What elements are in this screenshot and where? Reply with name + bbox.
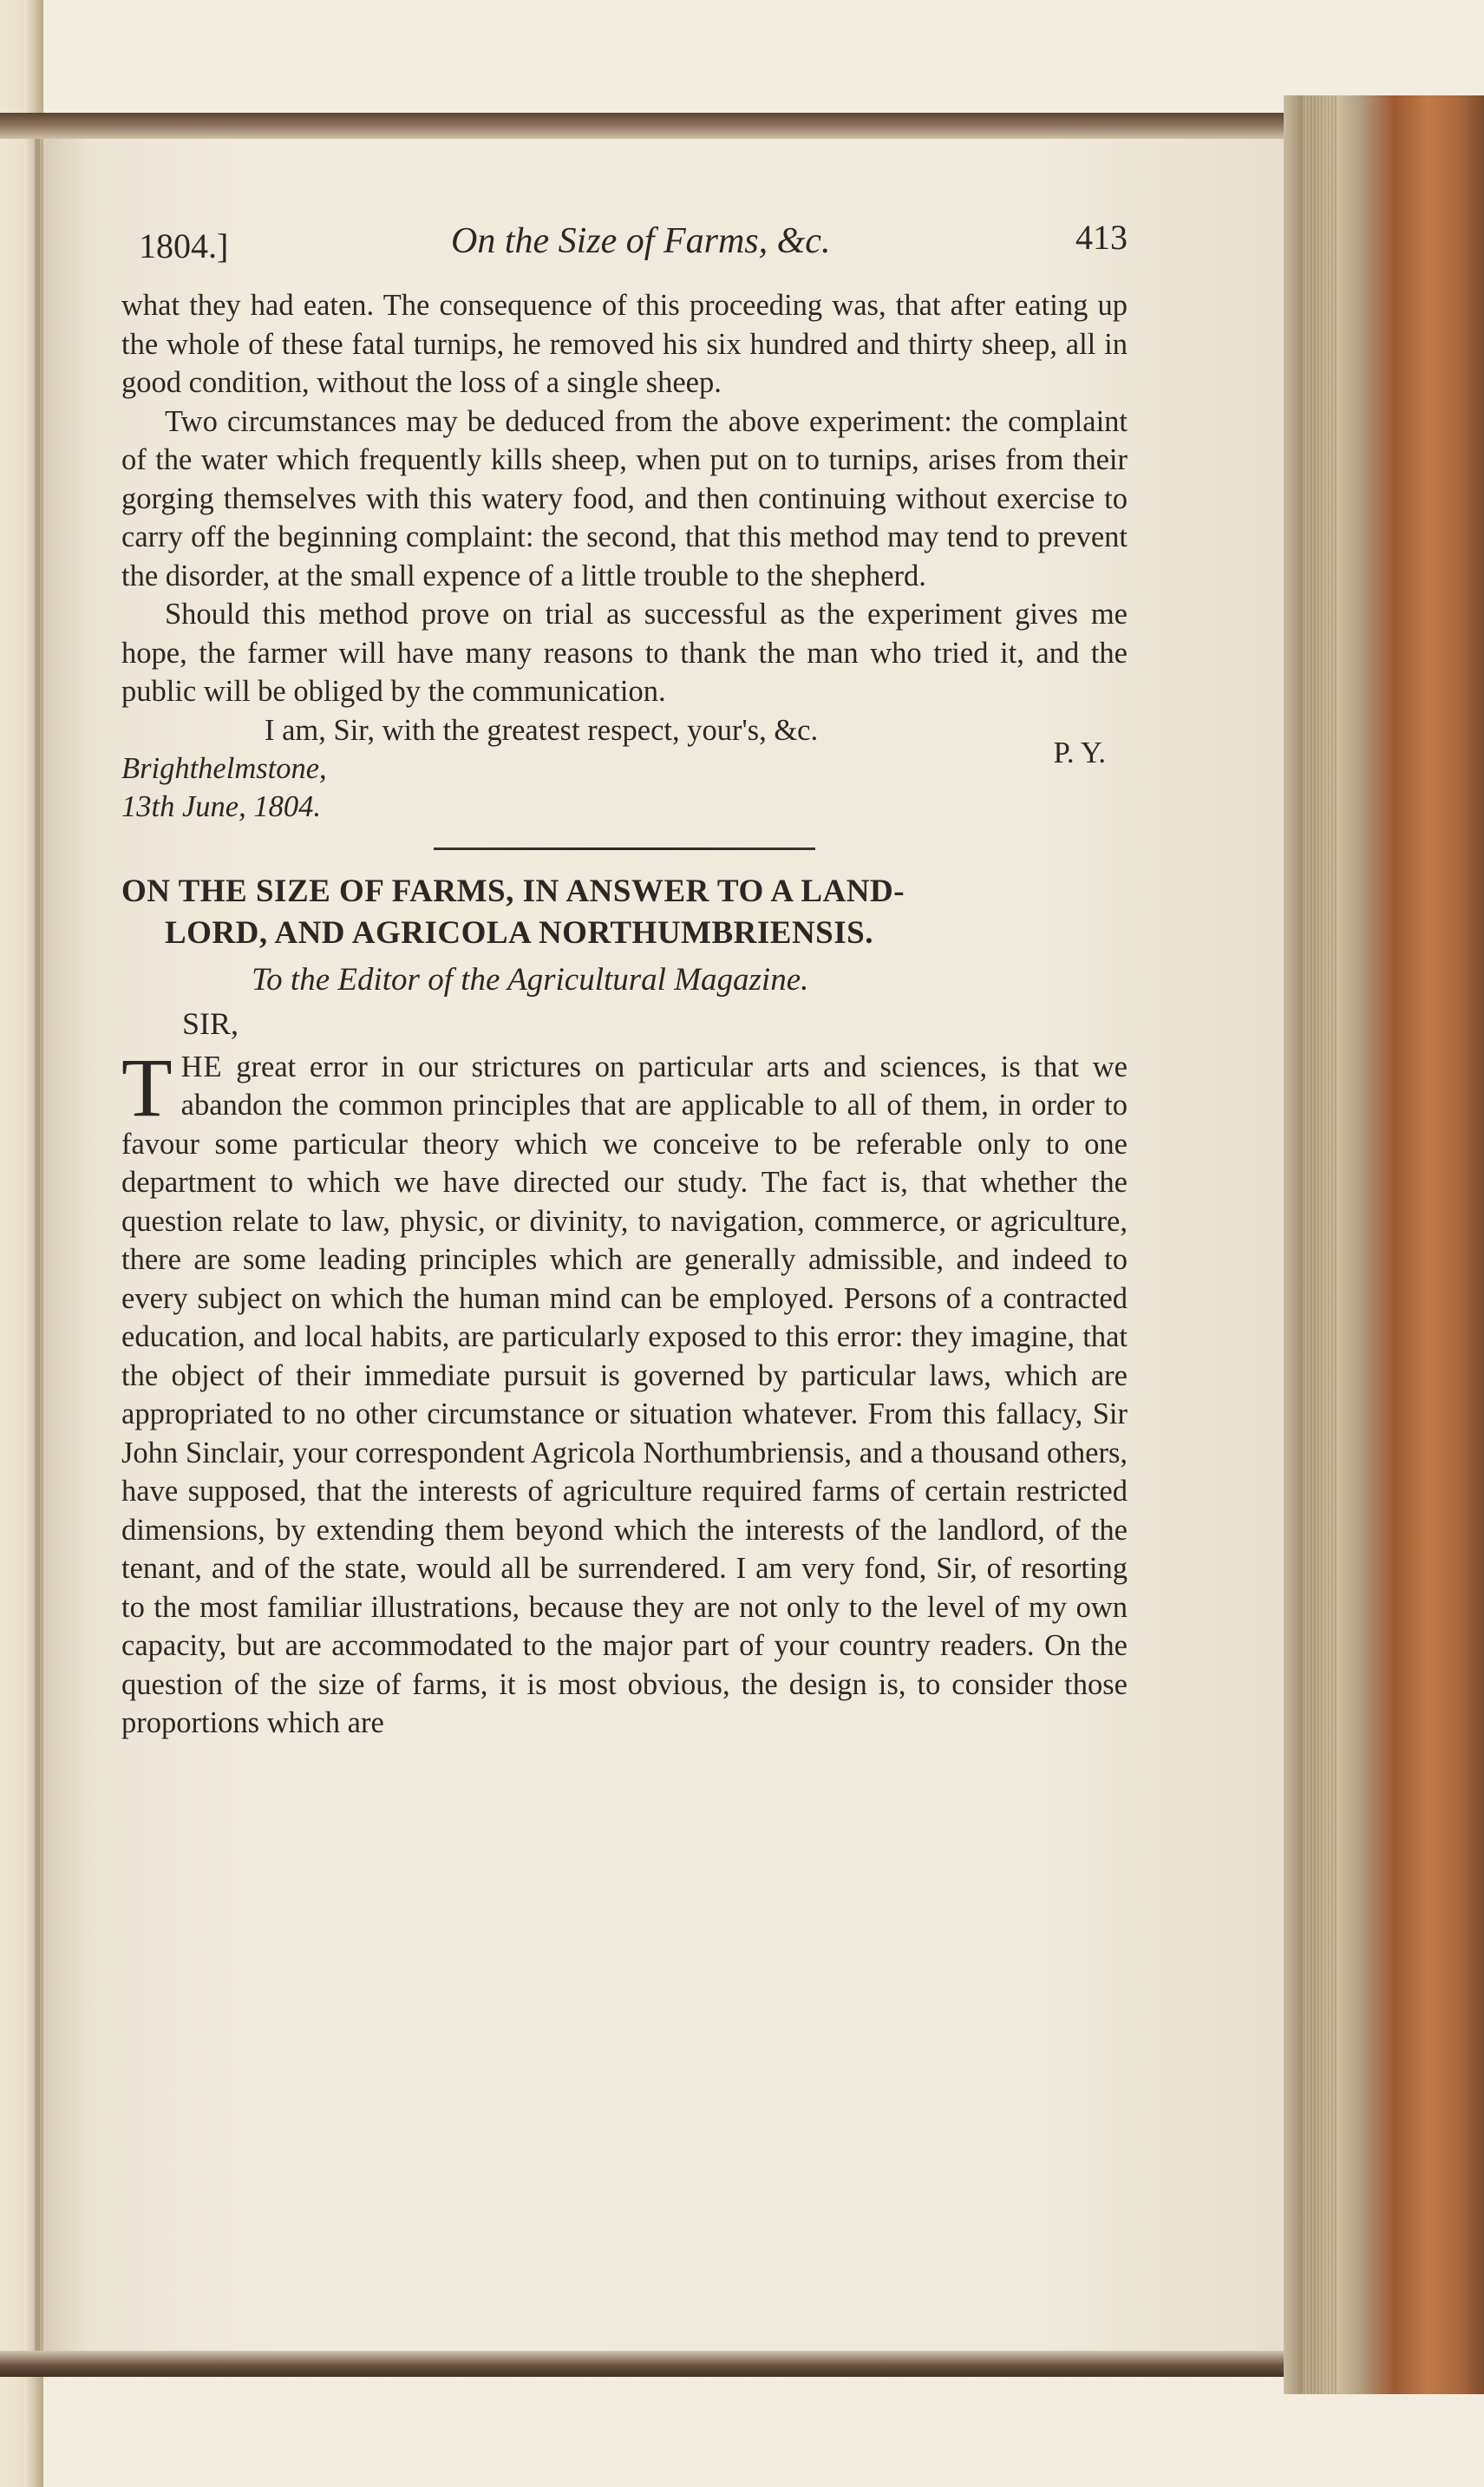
drop-cap: T bbox=[121, 1040, 173, 1134]
letter-date-day: 13th bbox=[121, 790, 175, 823]
running-head-title: On the Size of Farms, &c. bbox=[451, 221, 831, 261]
running-head bbox=[121, 218, 1128, 286]
article-title bbox=[121, 871, 1128, 954]
bottom-page-edge bbox=[0, 2351, 1484, 2377]
article-body-text: great error in our strictures on particular arts and sciences, is that we abandon the common principles that are applicable to all of them, in order to favour some particular theory which we conceive to be referable only to one department to which we have directed our study. The fact is, that whether the question relate to law, physic, or divinity, to navigation, commerce, or agriculture, there are some leading principles which are generally admissible, and indeed to every subject on which the human mind can be employed. Persons of a contracted education, and local habits, are particularly exposed to this error: they imagine, that the object of their immediate pursuit is governed by particular laws, which are appropriated to no other circumstance or situation whatever. From this fallacy, Sir John Sinclair, your correspondent Agricola Northumbriensis, and a thousand others, have supposed, that the interests of agriculture required farms of certain restricted dimensions, by extending them beyond which the interests of the landlord, of the tenant, and of the state, would all be surrendered. I am very fond, Sir, of resorting to the most familiar illustrations, because they are not only to the level of my own capacity, but are accommodated to the major part of your country readers. On the question of the size of farms, it is most obvious, the design is, to consider those proportions which are bbox=[121, 1050, 1128, 1739]
article-body bbox=[121, 1040, 1128, 1743]
letter-paragraph: what they had eaten. The consequence of this proceeding was, that after eating up the whole of these fatal turnips, he removed his six hundred and thirty sheep, all in good condition, without the loss of a single sheep. bbox=[121, 289, 1128, 399]
letter-signature: P. Y. bbox=[1053, 736, 1106, 769]
letter-closing: I am, Sir, with the greatest respect, your's, &c. bbox=[265, 713, 819, 747]
section-divider bbox=[434, 848, 815, 850]
page-text bbox=[121, 218, 1128, 1743]
top-page-edge bbox=[0, 113, 1484, 139]
editor-address: To the Editor of the Agricultural Magazine. bbox=[252, 961, 809, 998]
article-title-line-1: ON THE SIZE OF FARMS, IN ANSWER TO A LAND- bbox=[121, 873, 905, 909]
letter-place: Brighthelmstone, bbox=[121, 751, 327, 785]
spine-shadow bbox=[35, 139, 40, 2359]
letter-paragraph: Should this method prove on trial as successful as the experiment gives me hope, the farmer will have many reasons to thank the man who tried it, and the public will be obliged by the communication. bbox=[121, 598, 1128, 708]
book-fore-edge bbox=[1284, 95, 1484, 2394]
running-head-year: 1804.] bbox=[139, 226, 229, 265]
letter-date bbox=[121, 788, 1128, 827]
salutation: SIR, bbox=[182, 1005, 239, 1041]
letter-paragraph: Two circumstances may be deduced from the above experiment: the complaint of the water which frequently kills sheep, when put on to turnips, arises from their gorging themselves with this watery food, and then continuing without exercise to carry off the beginning complaint: the second, that this method may tend to prevent the disorder, at the small expence of a little trouble to the shepherd. bbox=[121, 404, 1128, 592]
article-title-line-2: LORD, AND AGRICOLA NORTHUMBRIENSIS. bbox=[165, 914, 873, 951]
first-word-rest: HE bbox=[180, 1050, 223, 1083]
letter-date-rest: June, 1804. bbox=[181, 790, 321, 823]
page-number: 413 bbox=[1075, 218, 1128, 257]
